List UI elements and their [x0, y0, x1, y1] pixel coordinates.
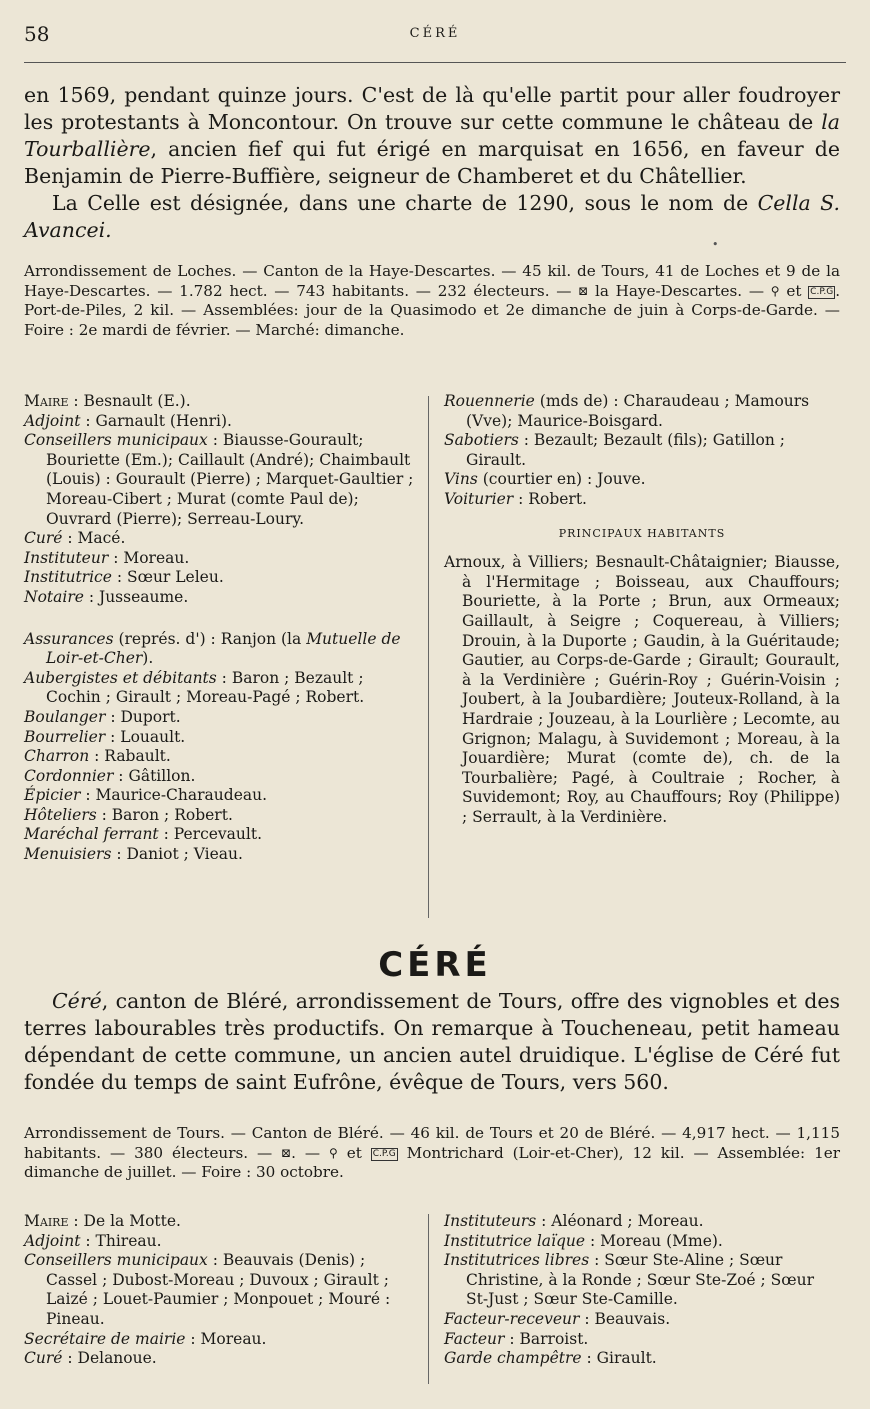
entry-label: Maire — [24, 1212, 69, 1230]
history-text-a: en 1569, pendant quinze jours. C'est de là qu'elle partit pour aller foudroyer les protestants à Moncontour. On trouve sur cette commune le château de — [24, 83, 840, 134]
entry — [24, 825, 414, 845]
entry-text: : Baron ; Bezault ; Cochin ; Girault ; Moreau-Pagé ; Robert. — [46, 668, 365, 707]
entry-text: : Moreau (Mme). — [585, 1231, 723, 1250]
entry-text: : Thireau. — [80, 1231, 162, 1250]
running-header — [24, 22, 846, 46]
entry — [24, 412, 414, 432]
entry-label: Cordonnier — [24, 766, 114, 785]
entry-text: : Besnault (E.). — [68, 392, 191, 410]
entry-text: : Macé. — [62, 529, 126, 548]
admin-text-b: la Haye-Descartes. — — [588, 281, 771, 300]
entry-label: Institutrices libres — [444, 1251, 590, 1270]
cella-paragraph — [24, 190, 840, 244]
entry — [24, 1330, 414, 1350]
entry-text-end: ). — [142, 649, 154, 668]
cere-name: Céré — [52, 989, 102, 1013]
entry — [24, 1232, 414, 1252]
cere-officials-column — [24, 1212, 414, 1369]
entry-italic: Mutuelle de Loir-et-Cher — [46, 629, 401, 668]
entry — [444, 431, 840, 470]
entry-text: : Girault. — [581, 1349, 657, 1368]
entry-text: : Delanoue. — [62, 1349, 157, 1368]
entry-text: : Beauvais. — [579, 1309, 671, 1328]
entry-label: Maréchal ferrant — [24, 825, 159, 844]
entry-text: : Louault. — [105, 727, 186, 746]
admin-text-a: Arrondissement de Loches. — Canton de la Haye-Descartes. — 45 kil. de Tours, 41 de Loches et 9 de la Haye-Descartes. — 1.782 hect. — 743 habitants. — 232 électeurs. — — [24, 262, 840, 300]
entry-text: : Sœur Leleu. — [111, 568, 224, 587]
entry-label: Curé — [24, 1349, 63, 1368]
running-title: CÉRÉ — [409, 26, 461, 41]
entry-label: Menuisiers — [24, 845, 112, 864]
lacelle-trades-list-right — [444, 392, 840, 510]
entry-label: Bourrelier — [24, 727, 106, 746]
page-number: 58 — [24, 22, 50, 46]
entry-label: Facteur-receveur — [444, 1309, 580, 1328]
entry-label: Institutrice laïque — [444, 1231, 586, 1250]
history-text-b: , ancien fief qui fut érigé en marquisat en 1656, en faveur de Benjamin de Pierre-Buffière, seigneur de Chamberet et du Châtellier. — [24, 137, 840, 188]
entry-text: (courtier en) : Jouve. — [477, 470, 646, 489]
cpg-box-icon: C.P.G — [372, 1148, 396, 1159]
entry-text: : Maurice-Charaudeau. — [80, 786, 268, 805]
entry-text: : Bezault; Bezault (fils); Gatillon ; Girault. — [466, 431, 785, 469]
entry — [24, 747, 414, 767]
lacelle-officials-list — [24, 392, 414, 608]
entry-label: Aubergistes et débitants — [24, 668, 217, 687]
entry-text: : Moreau. — [108, 548, 190, 567]
section-title: CÉRÉ — [378, 945, 492, 985]
entry — [24, 392, 414, 412]
history-paragraph — [24, 82, 840, 190]
entry — [24, 1349, 414, 1369]
entry-label: Vins — [444, 470, 478, 489]
entry — [24, 588, 414, 608]
entry-text: (mds de) : Charaudeau ; Mamours (Vve); Maurice-Boisgard. — [466, 392, 810, 430]
entry-text: : Baron ; Robert. — [96, 805, 233, 824]
entry — [24, 431, 414, 529]
entry-label: Charron — [24, 747, 90, 766]
entry — [444, 1212, 840, 1232]
entry — [24, 767, 414, 787]
entry — [24, 630, 414, 669]
entry-label: Assurances — [24, 629, 114, 648]
entry-label: Instituteur — [24, 548, 109, 567]
entry-text: : Duport. — [105, 707, 181, 726]
entry-label: Garde champêtre — [444, 1349, 582, 1368]
lacelle-admin-paragraph — [24, 262, 840, 340]
cere-intro-paragraph — [24, 988, 840, 1096]
entry-label: Conseillers municipaux — [24, 431, 208, 450]
column-divider — [428, 1214, 429, 1384]
lacelle-trades-list — [24, 630, 414, 865]
cere-intro-text: , canton de Bléré, arrondissement de Tours, offre des vignobles et des terres labourables très productifs. On remarque à Toucheneau, petit hameau dépendant de cette commune, un ancien autel druidique. L'église de Céré fut fondée du temps de saint Eufrône, évêque de Tours, vers 560. — [24, 989, 840, 1094]
tourballiere-name: la Tourballière — [24, 110, 840, 161]
entry-text: (représ. d') : Ranjon (la — [113, 629, 307, 648]
entry-text: : Jusseaume. — [83, 587, 189, 606]
entry-label: Maire — [24, 392, 69, 410]
entry — [444, 1232, 840, 1252]
cere-admin-text-d: Montrichard (Loir-et-Cher), 12 kil. — Assemblée: 1er dimanche de juillet. — Foire : 30 octobre. — [24, 1143, 840, 1182]
entry — [444, 1330, 840, 1350]
telegraph-icon: ⚲ — [770, 283, 780, 298]
entry-text: : Percevault. — [158, 825, 263, 844]
separator-mark: • — [712, 238, 719, 251]
entry — [24, 708, 414, 728]
entry-text: : Rabault. — [89, 747, 171, 766]
entry — [24, 786, 414, 806]
entry — [24, 806, 414, 826]
entry-label: Voiturier — [444, 489, 514, 508]
admin-text-d: . Port-de-Piles, 2 kil. — Assemblées: jour de la Quasimodo et 2e dimanche de juin à Corps-de-Garde. — Foire : 2e mardi de février. — Marché: dimanche. — [24, 281, 841, 339]
entry-label: Épicier — [24, 786, 81, 805]
entry-label: Institutrice — [24, 568, 112, 587]
entry-text: : Biausse-Gourault; Bouriette (Em.); Caillault (André); Chaimbault (Louis) : Gourault (Pierre) ; Marquet-Gaultier ; Moreau-Cibert ; Murat (comte Paul de); Ouvrard (Pierre); Serreau-Loury. — [46, 431, 414, 528]
entry-text: : Gâtillon. — [113, 766, 196, 785]
entry — [444, 1349, 840, 1369]
entry — [24, 728, 414, 748]
entry-text: : Aléonard ; Moreau. — [536, 1212, 704, 1230]
entry-label: Instituteurs — [444, 1212, 537, 1230]
column-gap — [24, 608, 414, 630]
cella-text: La Celle est désignée, dans une charte de 1290, sous le nom de — [52, 191, 758, 215]
entry-label: Notaire — [24, 587, 84, 606]
admin-text-c: et — [779, 281, 809, 300]
entry-label: Rouennerie — [444, 392, 535, 410]
entry-text: : Moreau. — [185, 1329, 267, 1348]
entry — [24, 568, 414, 588]
cere-admin-text-a: Arrondissement de Tours. — Canton de Bléré. — 46 kil. de Tours et 20 de Bléré. — 4,917 hect. — 1,115 habitants. — 380 électeurs. — — [24, 1124, 840, 1162]
entry — [444, 392, 840, 431]
entry-label: Sabotiers — [444, 431, 519, 450]
entry-text: : De la Motte. — [68, 1212, 181, 1230]
cere-admin-paragraph — [24, 1124, 840, 1183]
entry-text: : Garnault (Henri). — [80, 411, 232, 430]
entry — [24, 845, 414, 865]
cere-admin-text-b: . — — [291, 1143, 330, 1162]
entry — [24, 669, 414, 708]
entry-text: : Sœur Ste-Aline ; Sœur Christine, à la Ronde ; Sœur Ste-Zoé ; Sœur St-Just ; Sœur Ste-Camille. — [466, 1251, 815, 1309]
entry — [24, 549, 414, 569]
lacelle-officials-column — [24, 392, 414, 865]
entry-label: Adjoint — [24, 1231, 81, 1250]
entry — [444, 1310, 840, 1330]
entry-label: Secrétaire de mairie — [24, 1329, 186, 1348]
lacelle-right-column — [444, 392, 840, 827]
entry-label: Boulanger — [24, 707, 106, 726]
entry — [24, 1251, 414, 1329]
entry — [24, 1212, 414, 1232]
entry — [444, 490, 840, 510]
principaux-heading: PRINCIPAUX HABITANTS — [558, 526, 726, 540]
entry-label: Adjoint — [24, 411, 81, 430]
post-box-icon: ⊠ — [578, 283, 589, 298]
entry — [444, 1251, 840, 1310]
entry-text: : Robert. — [513, 489, 587, 508]
cpg-box-icon: C.P.G — [810, 286, 834, 297]
entry-label: Curé — [24, 529, 63, 548]
cella-latin-name: Cella S. Avancei. — [24, 191, 840, 242]
cere-staff-list — [444, 1212, 840, 1369]
entry-text: : Daniot ; Vieau. — [111, 845, 243, 864]
entry — [24, 529, 414, 549]
telegraph-icon: ⚲ — [329, 1145, 338, 1160]
cere-officials-list — [24, 1212, 414, 1369]
entry-text: : Beauvais (Denis) ; Cassel ; Dubost-Moreau ; Duvoux ; Girault ; Laizé ; Louet-Paumier ; Monpouet ; Mouré : Pineau. — [46, 1251, 391, 1328]
column-divider — [428, 396, 429, 918]
entry-label: Hôteliers — [24, 805, 97, 824]
entry-label: Conseillers municipaux — [24, 1251, 208, 1270]
post-box-icon: ⊠ — [281, 1145, 292, 1160]
cere-admin-text-c: et — [337, 1143, 371, 1162]
cere-staff-column — [444, 1212, 840, 1369]
entry-label: Facteur — [444, 1329, 505, 1348]
header-rule — [24, 62, 846, 63]
principaux-list: Arnoux, à Villiers; Besnault-Châtaignier; Biausse, à l'Hermitage ; Boisseau, aux Chauffours; Bouriette, à la Porte ; Brun, aux Ormeaux; Gaillault, à Seigre ; Coquereau, à Villiers; Drouin, à la Duporte ; Gaudin, à la Guéritaude; Gautier, au Corps-de-Garde ; Girault; Gourault, à la Verdinière ; Guérin-Roy ; Guérin-Voisin ; Joubert, à la Joubardière; Jouteux-Rolland, à la Hardraie ; Jouzeau, à la Lourlière ; Lecomte, au Grignon; Malagu, à Suvidemont ; Moreau, à la Jouardière; Murat (comte de), ch. de la Tourbalière; Pagé, à Coultraie ; Rocher, à Suvidemont; Roy, au Chauffours; Roy (Philippe) ; Serrault, à la Verdinière. — [444, 553, 840, 826]
entry — [444, 470, 840, 490]
entry-text: : Barroist. — [504, 1329, 589, 1348]
